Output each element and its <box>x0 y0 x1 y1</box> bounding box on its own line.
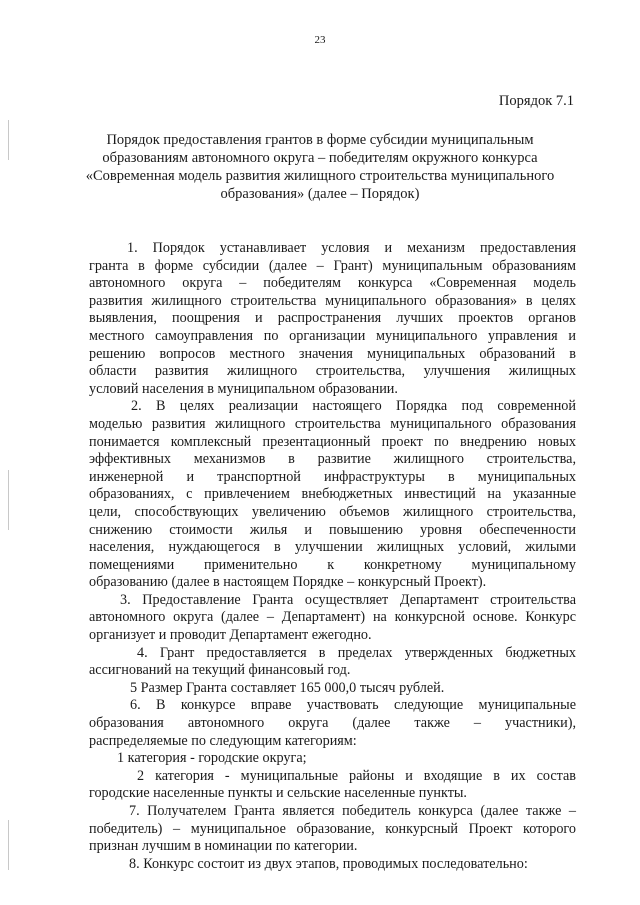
paragraph-5 <box>89 680 576 698</box>
paragraph-line: распределяемые по следующим категориям: <box>89 732 357 749</box>
paragraph-line: 6. В конкурсе вправе участвовать следующие муниципальные <box>130 697 576 714</box>
paragraph-3 <box>89 592 576 645</box>
paragraph-line: 7. Получателем Гранта является победитель конкурса (далее также – <box>129 803 576 819</box>
paragraph-line: 1 категория - городские округа; <box>117 750 307 767</box>
title-line: образования» (далее – Порядок) <box>220 186 420 202</box>
title-line: Порядок предоставления грантов в форме субсидии муниципальным <box>106 132 534 148</box>
paragraph-line: образованию (далее в настоящем Порядке – конкурсный Проект). <box>89 574 487 591</box>
paragraph-line: решению вопросов местного значения муниципальных образований в <box>89 345 576 362</box>
paragraph-2 <box>89 398 576 592</box>
page-number: 23 <box>314 34 326 46</box>
scan-edge-mark <box>8 470 9 530</box>
paragraph-line: ассигнований на текущий финансовый год. <box>89 662 351 679</box>
paragraph-line: снижению стоимости жилья и повышению уровня обеспеченности <box>89 521 576 538</box>
paragraph-line: инженерной и транспортной инфраструктуры в муниципальных <box>89 468 576 485</box>
title-line: образованиям автономного округа – победителям окружного конкурса <box>102 150 538 166</box>
paragraph-line: городские населенные пункты и сельские населенные пункты. <box>89 785 467 802</box>
paragraph-line: эффективных механизмов в развитие жилищного строительства, <box>89 451 576 468</box>
paragraph-line: победитель) – муниципальное образование, конкурсный Проект которого <box>89 820 576 837</box>
scan-edge-mark <box>8 820 9 870</box>
paragraph-line: 2. В целях реализации настоящего Порядка под современной <box>131 398 576 415</box>
paragraph-line: 5 Размер Гранта составляет 165 000,0 тысяч рублей. <box>130 679 445 696</box>
title-line: «Современная модель развития жилищного строительства муниципального <box>85 168 555 184</box>
paragraph-1 <box>89 240 576 398</box>
paragraph-line: 2 категория - муниципальные районы и входящие в их состав <box>137 767 576 784</box>
paragraph-6 <box>89 697 576 750</box>
paragraph-line: понимается комплексный презентационный проект по внедрению новых <box>89 433 576 450</box>
paragraph-line: гранта в форме субсидии (далее – Грант) муниципальным образованиям <box>89 257 576 274</box>
paragraph-line: 8. Конкурс состоит из двух этапов, проводимых последовательно: <box>129 855 528 872</box>
document-body <box>89 240 576 873</box>
paragraph-line: выявления, поощрения и распространения лучших проектов органов <box>89 310 576 327</box>
category-1 <box>89 750 576 768</box>
paragraph-7 <box>89 803 576 856</box>
paragraph-line: 3. Предоставление Гранта осуществляет Департамент строительства <box>120 591 576 608</box>
paragraph-line: помещениями применительно к конкретному муниципальному <box>89 556 576 573</box>
paragraph-line: местного самоуправления по организации муниципального управления и <box>89 327 576 344</box>
paragraph-line: условий населения в муниципальном образовании. <box>89 380 398 397</box>
paragraph-line: населения, нуждающегося в улучшении жилищных условий, жилыми <box>89 539 576 556</box>
paragraph-line: 4. Грант предоставляется в пределах утвержденных бюджетных <box>137 644 576 661</box>
paragraph-8 <box>89 856 576 874</box>
paragraph-line: цели, способствующих увеличению объемов жилищного строительства, <box>89 503 576 520</box>
paragraph-line: автономного округа (далее – Департамент) на конкурсной основе. Конкурс <box>89 609 576 626</box>
paragraph-line: образованиях, с привлечением внебюджетных инвестиций на указанные <box>89 486 576 503</box>
category-2 <box>89 768 576 803</box>
order-label: Порядок 7.1 <box>498 93 574 109</box>
paragraph-line: развития жилищного строительства муниципального образования» в целях <box>89 292 576 309</box>
paragraph-line: автономного округа – победителям конкурса «Современная модель <box>89 275 576 292</box>
paragraph-line: признан лучшим в номинации по категории. <box>89 838 358 855</box>
scan-edge-mark <box>8 120 9 160</box>
paragraph-line: области развития жилищного строительства, улучшения жилищных <box>89 363 576 380</box>
paragraph-line: организует и проводит Департамент ежегодно. <box>89 627 372 644</box>
paragraph-line: 1. Порядок устанавливает условия и механизм предоставления <box>127 240 576 256</box>
paragraph-line: моделью развития жилищного строительства муниципального образования <box>89 415 576 432</box>
document-title <box>80 131 560 203</box>
paragraph-4 <box>89 645 576 680</box>
paragraph-line: образования автономного округа (далее также – участники), <box>89 715 576 732</box>
